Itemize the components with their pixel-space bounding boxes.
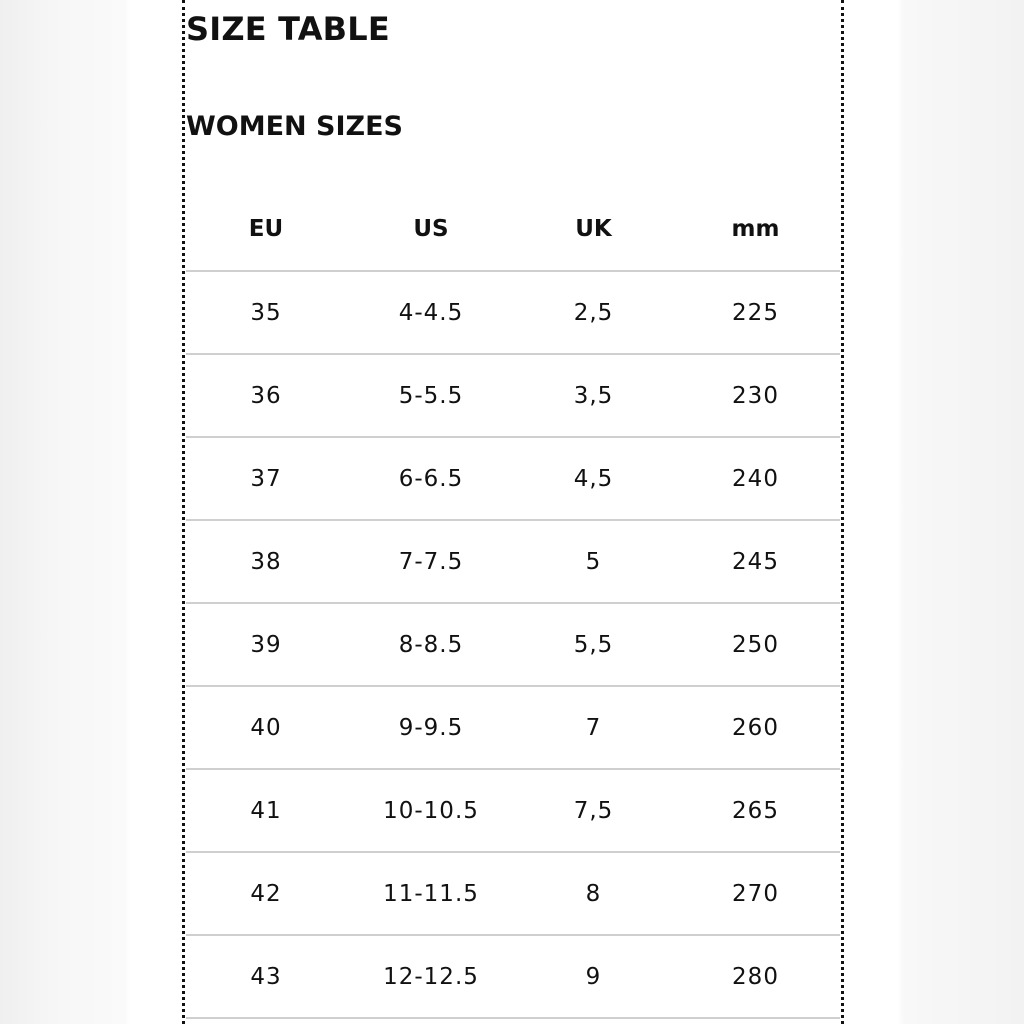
cell-us: 5-5.5 — [346, 354, 516, 437]
table-row — [186, 520, 840, 603]
cell-mm: 250 — [671, 603, 840, 686]
header-mm: mm — [671, 187, 840, 271]
cell-us: 4-4.5 — [346, 271, 516, 354]
cell-uk: 5 — [516, 520, 671, 603]
cell-eu: 35 — [186, 271, 346, 354]
header-us: US — [346, 187, 516, 271]
cell-uk: 5,5 — [516, 603, 671, 686]
header-uk: UK — [516, 187, 671, 271]
cell-us: 6-6.5 — [346, 437, 516, 520]
cell-eu: 36 — [186, 354, 346, 437]
cell-us: 12-12.5 — [346, 935, 516, 1018]
dotted-border-left — [182, 0, 185, 1024]
cell-mm: 265 — [671, 769, 840, 852]
table-row — [186, 769, 840, 852]
header-eu: EU — [186, 187, 346, 271]
size-table — [186, 187, 840, 1019]
cell-uk: 7 — [516, 686, 671, 769]
cell-mm: 230 — [671, 354, 840, 437]
cell-uk: 4,5 — [516, 437, 671, 520]
table-row — [186, 437, 840, 520]
cell-uk: 8 — [516, 852, 671, 935]
table-row — [186, 603, 840, 686]
cell-mm: 225 — [671, 271, 840, 354]
cell-mm: 280 — [671, 935, 840, 1018]
table-row — [186, 271, 840, 354]
table-row — [186, 686, 840, 769]
cell-us: 10-10.5 — [346, 769, 516, 852]
page-title: SIZE TABLE — [186, 10, 390, 48]
cell-us: 7-7.5 — [346, 520, 516, 603]
table-row — [186, 354, 840, 437]
cell-eu: 42 — [186, 852, 346, 935]
dotted-border-right — [841, 0, 844, 1024]
table-row — [186, 935, 840, 1018]
cell-eu: 40 — [186, 686, 346, 769]
cell-mm: 240 — [671, 437, 840, 520]
table-row — [186, 852, 840, 935]
cell-eu: 41 — [186, 769, 346, 852]
cell-us: 11-11.5 — [346, 852, 516, 935]
cell-eu: 39 — [186, 603, 346, 686]
section-title: WOMEN SIZES — [186, 111, 404, 142]
cell-mm: 260 — [671, 686, 840, 769]
cell-mm: 245 — [671, 520, 840, 603]
cell-us: 9-9.5 — [346, 686, 516, 769]
cell-eu: 38 — [186, 520, 346, 603]
cell-eu: 37 — [186, 437, 346, 520]
cell-uk: 3,5 — [516, 354, 671, 437]
cell-uk: 7,5 — [516, 769, 671, 852]
table-header-row — [186, 187, 840, 271]
cell-uk: 2,5 — [516, 271, 671, 354]
cell-eu: 43 — [186, 935, 346, 1018]
cell-us: 8-8.5 — [346, 603, 516, 686]
cell-mm: 270 — [671, 852, 840, 935]
cell-uk: 9 — [516, 935, 671, 1018]
